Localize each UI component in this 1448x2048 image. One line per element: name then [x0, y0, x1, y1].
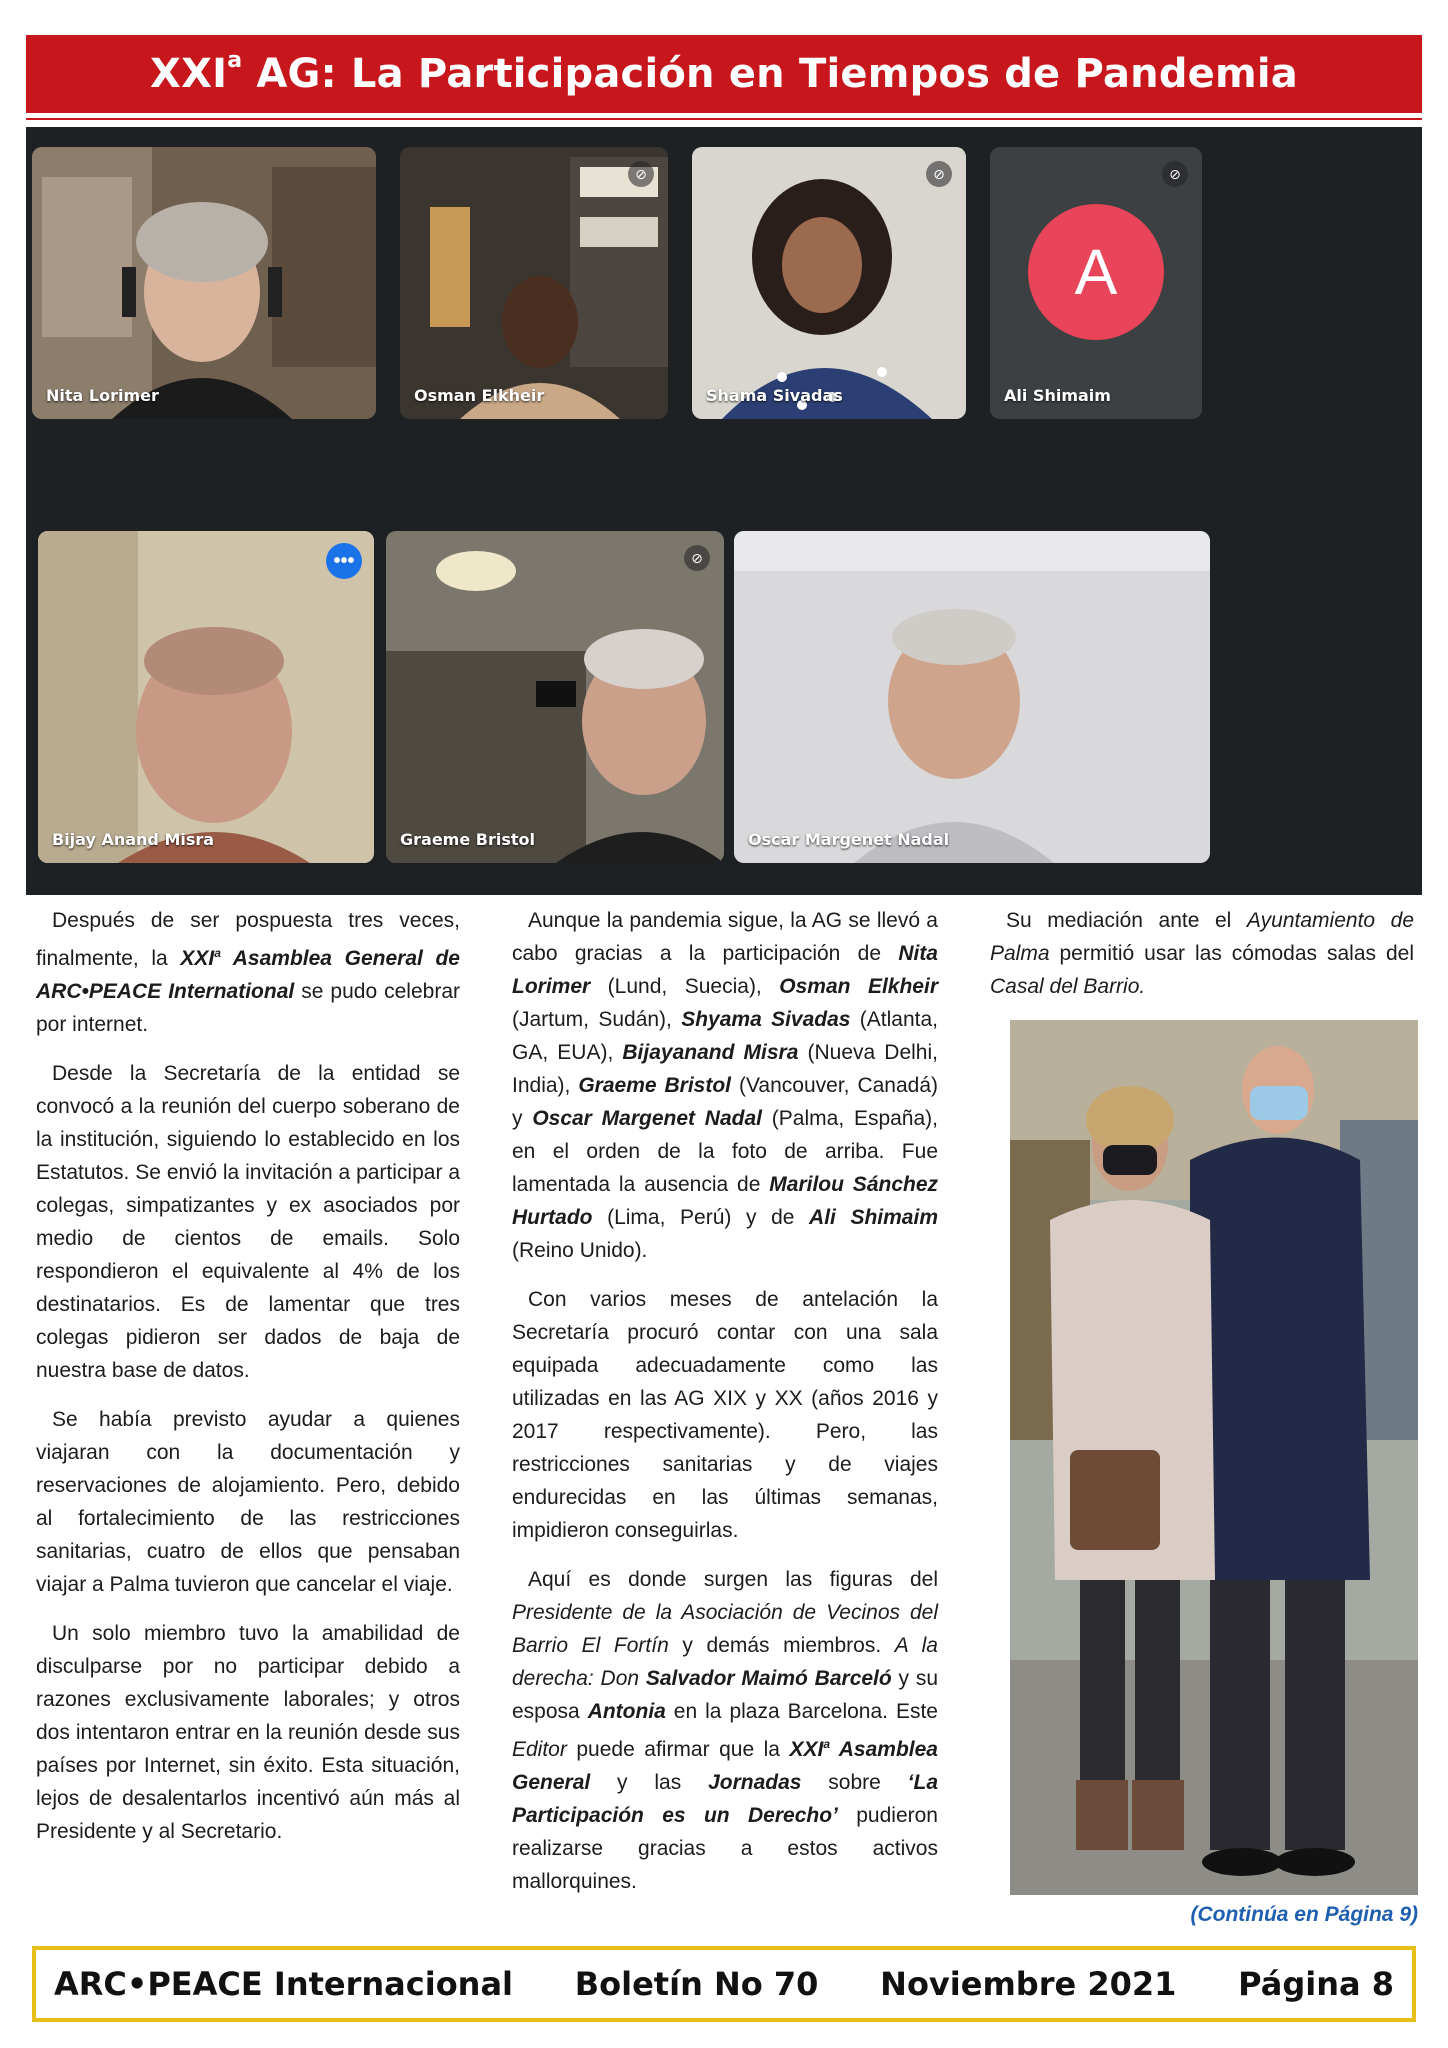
paragraph: Desde la Secretaría de la entidad se convocó a la reunión del cuerpo soberano de la institución, siguiendo lo establecido en los Estatutos. Se envió la invitación a participar a colegas, simpatizantes y ex asociados por medio de cientos de emails. Solo respondieron el equivalente al 4% de los destinatarios. Es de lamentar que tres colegas pidieron ser dados de baja de nuestra base de datos.: [36, 1062, 460, 1382]
text-run: (Nueva Delhi, India),: [512, 1041, 938, 1097]
page-title-banner: [26, 35, 1422, 113]
article-column-2: [512, 904, 938, 1914]
paragraph: Después de ser pospuesta tres veces, finalmente, la XXI$^a$ Asamblea General de ARC•PEACE International se pudo celebrar por internet.: [36, 909, 460, 1036]
participant-tile: [990, 147, 1202, 419]
text-run: a: [823, 1737, 831, 1751]
text-run: Bijayanand Misra: [622, 1041, 799, 1064]
text-run: Shyama Sivadas: [681, 1008, 851, 1031]
paragraph: Con varios meses de antelación la Secretaría procuró contar con una sala equipada adecuadamente como las utilizadas en las AG XIX y XX (años 2016 y 2017 respectivamente). Pero, las restricciones sanitarias y de viajes endurecidas en las últimas semanas, impidieron conseguirlas.: [512, 1288, 938, 1542]
participant-name: Osman Elkheir: [414, 386, 545, 405]
text-run: (Vancouver, Canadá) y: [512, 1074, 938, 1130]
text-run: (Lund, Suecia),: [590, 975, 780, 998]
couple-photo: [1010, 1020, 1418, 1895]
text-run: Su mediación ante el: [1006, 909, 1247, 932]
paragraph: [512, 904, 938, 1267]
text-run: pudieron realizarse gracias a estos activos mallorquines.: [512, 1804, 938, 1893]
title-rule: [26, 118, 1422, 120]
text-run: permitió usar las cómodas salas del: [1049, 942, 1414, 965]
text-run: (Lima, Perú) y de: [592, 1206, 810, 1229]
text-run: Marilou Sánchez Hurtado: [512, 1173, 939, 1229]
participant-video: [692, 147, 966, 419]
text-run: Osman Elkheir: [779, 975, 938, 998]
paragraph: [512, 1563, 938, 1898]
text-run: Nita Lorimer: [512, 942, 938, 998]
text-run: puede afirmar que la: [566, 1738, 790, 1761]
participant-name: Graeme Bristol: [400, 830, 535, 849]
participant-video: [386, 531, 724, 863]
text-run: sobre: [801, 1771, 908, 1794]
text-run: A la derecha: Don: [512, 1634, 938, 1690]
text-run: en la plaza Barcelona. Este: [665, 1700, 938, 1723]
article-column-3: [990, 904, 1414, 1019]
text-run: (Jartum, Sudán),: [512, 1008, 682, 1031]
continued-note: (Continúa en Página 9): [1190, 1903, 1418, 1926]
text-run: y su esposa: [512, 1667, 938, 1723]
page-title: XXI$^a$ AG: La Participación en Tiempos de Pandemia: [150, 47, 1298, 97]
text-run: Ayuntamiento de Palma: [990, 909, 1414, 965]
video-call-screenshot: [26, 127, 1422, 895]
avatar: A: [1028, 204, 1164, 340]
participant-tile: [734, 531, 1210, 863]
participant-video: [734, 531, 1210, 863]
participant-name: Nita Lorimer: [46, 386, 159, 405]
paragraph: [990, 904, 1414, 1003]
text-run: Oscar Margenet Nadal: [532, 1107, 762, 1130]
participant-video: [32, 147, 376, 419]
text-run: Antonia: [587, 1700, 666, 1723]
article-column-1: [36, 904, 460, 1864]
footer-org: ARC•PEACE Internacional: [54, 1965, 514, 2003]
participant-tile: [32, 147, 376, 419]
text-run: Ali Shimaim: [809, 1206, 938, 1229]
text-run: Graeme Bristol: [578, 1074, 732, 1097]
text-run: ‘La Participación es un Derecho’: [512, 1771, 938, 1827]
paragraph: Se había previsto ayudar a quienes viajaran con la documentación y reservaciones de alojamiento. Pero, debido al fortalecimiento de las restricciones sanitarias, cuatro de ellos que pensaban viajar a Palma tuvieron que cancelar el viaje.: [36, 1408, 460, 1596]
text-run: Salvador Maimó Barceló: [645, 1667, 892, 1690]
text-run: Presidente de la Asociación de Vecinos del Barrio El Fortín: [512, 1601, 938, 1657]
participant-tile: [386, 531, 724, 863]
text-run: Jornadas: [708, 1771, 802, 1794]
text-run: (Atlanta, GA, EUA),: [512, 1008, 939, 1064]
participant-tile: [400, 147, 668, 419]
text-run: Aquí es donde surgen las figuras del: [528, 1568, 938, 1591]
participant-name: Oscar Margenet Nadal: [748, 830, 950, 849]
text-run: Asamblea General: [512, 1738, 938, 1794]
text-run: Aunque la pandemia sigue, la AG se llevó a cabo gracias a la participación de: [512, 909, 938, 965]
mic-muted-icon: ⊘: [684, 545, 710, 571]
participant-video: [400, 147, 668, 419]
mic-muted-icon: ⊘: [926, 161, 952, 187]
text-run: (Palma, España), en el orden de la foto de arriba. Fue lamentada la ausencia de: [512, 1107, 938, 1196]
footer-bulletin: Boletín No 70: [574, 1965, 819, 2003]
mic-muted-icon: ⊘: [628, 161, 654, 187]
paragraph: Un solo miembro tuvo la amabilidad de disculparse por no participar debido a razones exclusivamente laborales; y otros dos intentaron entrar en la reunión desde sus países por Internet, sin éxito. Esta situación, lejos de desalentarlos incentivó aún más al Presidente y al Secretario.: [36, 1622, 460, 1843]
footer-date: Noviembre 2021: [880, 1965, 1177, 2003]
text-run: XXI: [789, 1738, 824, 1761]
mic-muted-icon: ⊘: [1162, 161, 1188, 187]
page-footer: [32, 1946, 1416, 2022]
participant-name: Ali Shimaim: [1004, 386, 1111, 405]
photo-image: [1010, 1020, 1418, 1895]
text-run: y las: [590, 1771, 709, 1794]
participant-tile: [38, 531, 374, 863]
more-options-button[interactable]: •••: [326, 543, 362, 579]
text-run: (Reino Unido).: [512, 1239, 648, 1262]
participant-name: Shama Sivadas: [706, 386, 843, 405]
participant-tile: [692, 147, 966, 419]
text-run: y demás miembros.: [668, 1634, 895, 1657]
participant-video: [38, 531, 374, 863]
text-run: Casal del Barrio.: [990, 975, 1146, 998]
participant-name: Bijay Anand Misra: [52, 830, 215, 849]
text-run: Editor: [512, 1738, 567, 1761]
footer-page-number: Página 8: [1238, 1965, 1394, 2003]
